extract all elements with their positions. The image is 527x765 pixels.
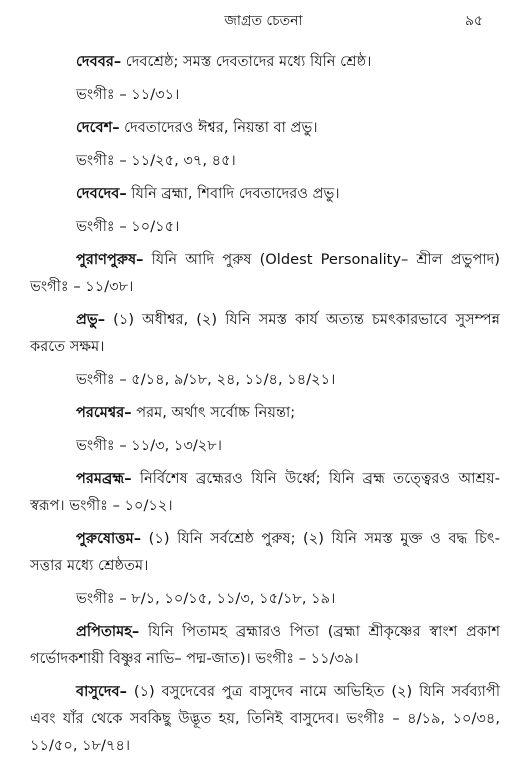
entry-reference: ভংগীঃ – ১০/১৫। (76, 218, 180, 235)
entry-term: দেবেশ– (76, 119, 120, 136)
entry-term: বাসুদেব– (76, 683, 127, 700)
entry-definition: দেবতাদেরও ঈশ্বর, নিয়ন্তা বা প্রভু। (119, 119, 318, 136)
glossary-entry (30, 618, 500, 672)
glossary-entry (30, 114, 500, 141)
entry-definition: দেবশ্রেষ্ঠ; সমস্ত দেবতাদের মধ্যে যিনি শ্রেষ্ঠ। (121, 53, 372, 70)
entry-reference: ভংগীঃ – ১১/২৫, ৩৭, ৪৫। (76, 152, 236, 169)
entry-definition: যিনি ব্রহ্মা, শিবাদি দেবতাদেরও প্রভু। (126, 185, 340, 202)
entry-reference: ভংগীঃ – ৫/১৪, ৯/১৮, ২৪, ১১/৪, ১৪/২১। (76, 371, 336, 388)
page-header (0, 10, 527, 32)
entry-term: পরমব্রহ্ম– (76, 470, 132, 487)
entry-reference: ভংগীঃ – ৮/১, ১০/১৫, ১১/৩, ১৫/১৮, ১৯। (76, 590, 336, 607)
entry-definition: পরম, অর্থাৎ সর্বোচ্চ নিয়ন্তা; (131, 404, 296, 421)
glossary-body (30, 48, 500, 765)
entry-term: প্রভু– (76, 311, 106, 328)
glossary-entry (30, 465, 500, 519)
glossary-entry (30, 399, 500, 426)
entry-term: প্রপিতামহ– (76, 623, 140, 640)
page-number: ৯৫ (464, 13, 483, 29)
entry-term: পরমেশ্বর– (76, 404, 132, 421)
glossary-entry (30, 48, 500, 75)
glossary-entry (30, 306, 500, 360)
entry-definition: যিনি আদি পুরুষ (Oldest Personality– শ্রীল প্রভুপাদ) ভংগীঃ – ১১/৩৮। (30, 251, 500, 295)
entry-term: দেববর– (76, 53, 122, 70)
entry-definition: (১) বসুদেবের পুত্র বাসুদেব নামে অভিহিত (২) যিনি সর্বব্যাপী এবং যাঁর থেকে সবকিছু উদ্ভূত হয়, তিনিই বাসুদেব। ভংগীঃ – ৪/১৯, ১০/৩৪, ১১/৫০, ১৮/৭৪। (30, 683, 500, 754)
entry-definition: (১) অধীশ্বর, (২) যিনি সমস্ত কার্য অত্যন্ত চমৎকারভাবে সুসম্পন্ন করতে সক্ষম। (30, 311, 500, 355)
entry-definition: নির্বিশেষ ব্রহ্মেরও যিনি উর্ধ্বে; যিনি ব্রহ্ম তত্ত্বেরও আশ্রয়-স্বরূপ। ভংগীঃ – ১০/১২। (30, 470, 500, 514)
glossary-entry (30, 525, 500, 579)
glossary-entry (30, 246, 500, 300)
running-title: জাগ্রত চেতনা (224, 13, 303, 29)
entry-term: পুরুষোত্তম– (76, 530, 142, 547)
entry-term: দেবদেব– (76, 185, 127, 202)
glossary-entry (30, 180, 500, 207)
entry-definition: যিনি পিতামহ ব্রহ্মারও পিতা (ব্রহ্মা শ্রীকৃষ্ণের স্বাংশ প্রকাশ গর্ভোদকশায়ী বিষ্ণুর নাভি– পদ্ম-জাত)। ভংগীঃ – ১১/৩৯। (30, 623, 500, 667)
entry-reference: ভংগীঃ – ১১/৩, ১৩/২৮। (76, 437, 222, 454)
entry-reference: ভংগীঃ – ১১/৩১। (76, 86, 180, 103)
entry-term: পুরাণপুরুষ– (76, 251, 144, 268)
glossary-entry (30, 678, 500, 759)
entry-definition: (১) যিনি সর্বশ্রেষ্ঠ পুরুষ; (২) যিনি সমস্ত মুক্ত ও বদ্ধ চিৎ-সত্তার মধ্যে শ্রেষ্ঠতম। (30, 530, 500, 574)
